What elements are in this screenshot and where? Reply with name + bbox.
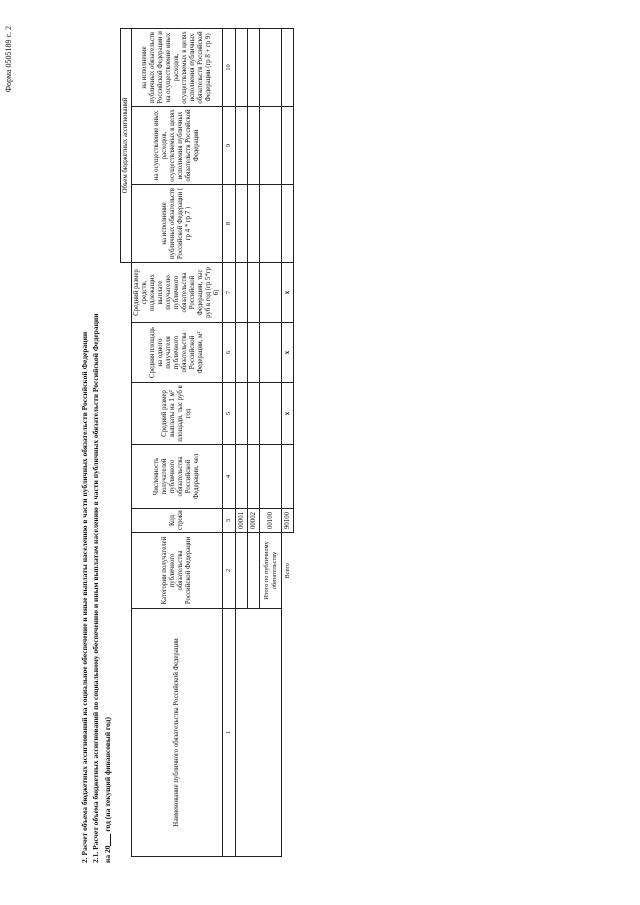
value-cell[interactable] xyxy=(248,184,260,262)
total-label: Всего xyxy=(284,563,292,579)
value-cell[interactable] xyxy=(260,383,282,445)
value-cell[interactable] xyxy=(282,445,294,509)
value-cell[interactable] xyxy=(260,262,282,322)
value-cell[interactable] xyxy=(236,262,248,322)
col-header-other-expenses: на осуществление иных расходов, осуществляемых в целях исполнения публичных обязательств Российской Федерации xyxy=(132,106,223,184)
section-heading: 2. Расчет объема бюджетных ассигнований на социальное обеспечение и иные выплаты населению в части публичных обязательств Российской Федерации xyxy=(80,331,89,863)
value-cell[interactable] xyxy=(260,184,282,262)
header-row xyxy=(132,28,223,856)
col-num: 9 xyxy=(223,106,236,184)
col-num: 5 xyxy=(223,383,236,445)
col-header-line-code: Код строки xyxy=(132,509,223,533)
value-cell[interactable] xyxy=(248,445,260,509)
subtotal-label: Итого по публичному обязательству xyxy=(260,533,282,609)
value-cell[interactable] xyxy=(236,106,248,184)
col-num: 2 xyxy=(223,533,236,609)
calculation-table xyxy=(120,28,294,857)
total-row xyxy=(282,28,294,856)
col-num: 1 xyxy=(223,609,236,857)
value-cell[interactable] xyxy=(236,383,248,445)
na-mark: x xyxy=(282,262,294,322)
value-cell[interactable] xyxy=(248,106,260,184)
col-header-avg-payment-per-m2: Средний размер выплаты на 1 м² площади, тыс руб в год xyxy=(132,383,223,445)
year-suffix: год (на текущий финансовый год) xyxy=(103,717,112,834)
subsection-heading: 2.1. Расчет объема бюджетных ассигнований по социальному обеспечению и иным выплатам населению в части публичных обязательств Российской Федерации xyxy=(91,313,100,863)
form-code: Форма 0505189 с. 2 xyxy=(4,26,13,93)
value-cell[interactable] xyxy=(282,184,294,262)
col-header-avg-area: Средняя площадь на одного получателя публичного обязательства Российской Федерации, м² xyxy=(132,323,223,383)
value-cell[interactable] xyxy=(248,383,260,445)
value-cell[interactable] xyxy=(248,262,260,322)
na-mark: x xyxy=(282,323,294,383)
category-cell[interactable] xyxy=(248,533,260,609)
top-spacer-row xyxy=(121,28,132,856)
value-cell[interactable] xyxy=(260,28,282,106)
col-header-execution: на исполнение публичных обязательств Российской Федерации ( гр 4 * гр 7 ) xyxy=(132,184,223,262)
value-cell[interactable] xyxy=(236,184,248,262)
col-header-obligation-name: Наименование публичного обязательства Российской Федерации xyxy=(132,609,223,857)
obligation-name-cell[interactable] xyxy=(236,609,282,857)
col-num: 3 xyxy=(223,509,236,533)
col-num: 10 xyxy=(223,28,236,106)
col-num: 7 xyxy=(223,262,236,322)
value-cell[interactable] xyxy=(236,28,248,106)
col-header-recipients-count: Численность получателей публичного обязательства Российской Федерации, чел xyxy=(132,445,223,509)
line-code-cell: 00002 xyxy=(248,509,260,533)
value-cell[interactable] xyxy=(236,445,248,509)
year-prefix: на 20 xyxy=(103,845,112,863)
table-row xyxy=(236,28,248,856)
year-blank xyxy=(102,834,111,846)
value-cell[interactable] xyxy=(248,323,260,383)
category-cell[interactable] xyxy=(236,533,248,609)
line-code-cell: 00100 xyxy=(260,509,282,533)
volume-group-header: Объем бюджетных ассигнований xyxy=(121,28,132,262)
value-cell[interactable] xyxy=(260,323,282,383)
value-cell[interactable] xyxy=(260,106,282,184)
value-cell[interactable] xyxy=(282,106,294,184)
column-number-row xyxy=(223,28,236,856)
col-num: 4 xyxy=(223,445,236,509)
na-mark: x xyxy=(282,383,294,445)
value-cell[interactable] xyxy=(236,323,248,383)
line-code-cell: 90100 xyxy=(282,509,294,533)
value-cell[interactable] xyxy=(248,28,260,106)
value-cell[interactable] xyxy=(260,445,282,509)
col-header-avg-payment: Средний размер средств, подлежащих выплате получателю публичного обязательства Российской Федерации, тыс руб в год (гр 5*гр 6) xyxy=(132,262,223,322)
col-num: 6 xyxy=(223,323,236,383)
col-header-execution-and-other: на исполнение публичных обязательств Российской Федерации и на осуществление иных расходов, осуществляемых в целях исполнения публичных обязательств Российской Федерации (гр 8 + гр 9) xyxy=(132,28,223,106)
line-code-cell: 00001 xyxy=(236,509,248,533)
col-num: 8 xyxy=(223,184,236,262)
year-line xyxy=(102,717,112,863)
value-cell[interactable] xyxy=(282,28,294,106)
col-header-recipient-category: Категории получателей публичного обязательства Российской Федерации xyxy=(132,533,223,609)
